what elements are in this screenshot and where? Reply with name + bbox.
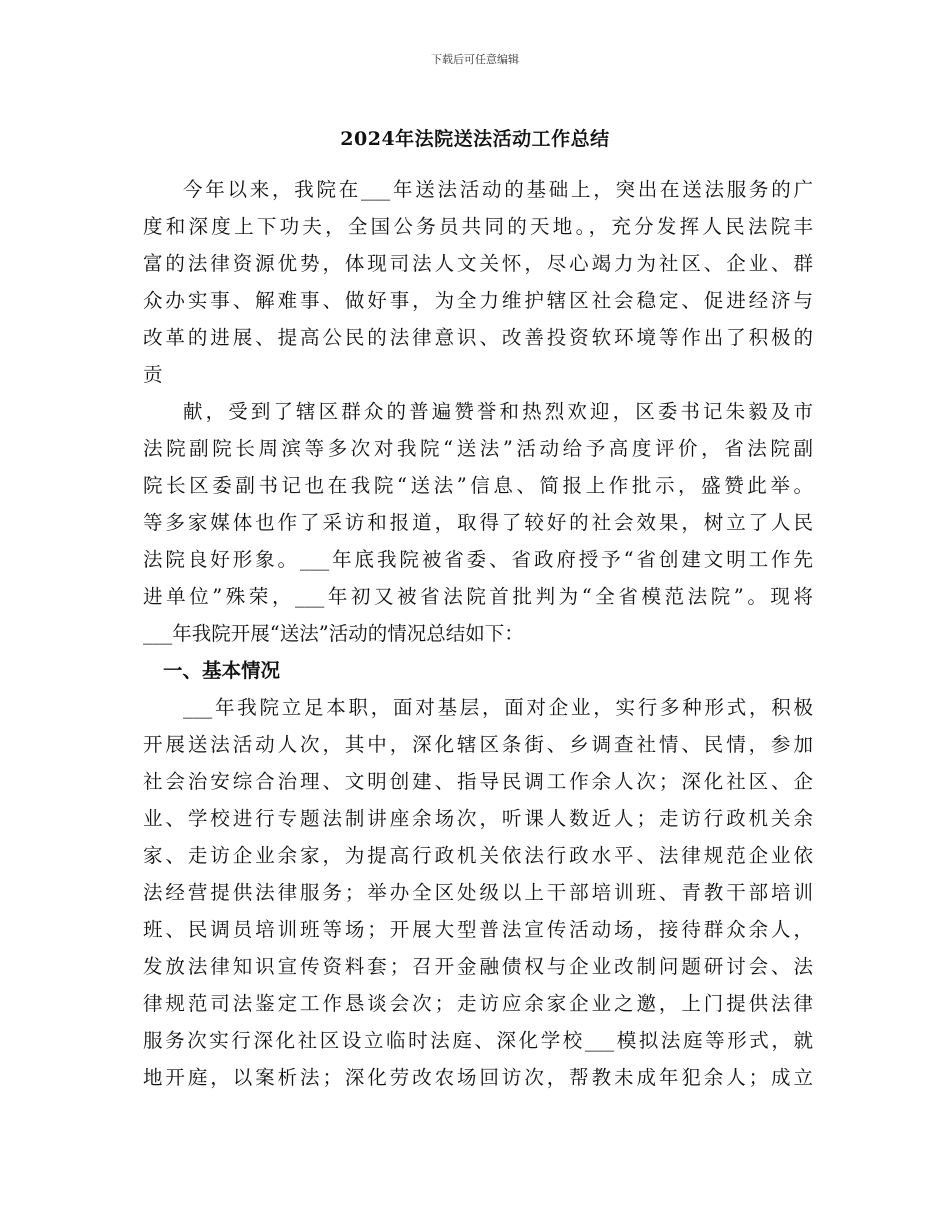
paragraph-line: 法院副院长周滨等多次对我院“送法”活动给予高度评价，省法院副	[143, 437, 813, 460]
paragraph-line: 家、走访企业余家，为提高行政机关依法行政水平、法律规范企业依	[143, 844, 813, 867]
paragraph-line: 今年以来，我院在___年送法活动的基础上，突出在送法服务的广	[183, 178, 813, 201]
paragraph-line: ___年我院开展“送法”活动的情况总结如下：	[143, 622, 524, 645]
paragraph-line: 贡	[143, 363, 163, 386]
paragraph-line: ___年我院立足本职，面对基层，面对企业，实行多种形式，积极	[183, 696, 813, 719]
paragraph-line: 发放法律知识宣传资料套；召开金融债权与企业改制问题研讨会、法	[143, 955, 813, 978]
paragraph-line: 院长区委副书记也在我院“送法”信息、简报上作批示，盛赞此举。	[143, 474, 813, 497]
paragraph-line: 富的法律资源优势，体现司法人文关怀，尽心竭力为社区、企业、群	[143, 252, 813, 275]
paragraph-line: 地开庭，以案析法；深化劳改农场回访次，帮教未成年犯余人；成立	[143, 1066, 813, 1089]
paragraph-line: 律规范司法鉴定工作恳谈会次；走访应余家企业之邀，上门提供法律	[143, 992, 813, 1015]
paragraph-line: 改革的进展、提高公民的法律意识、改善投资软环境等作出了积极的	[143, 326, 813, 349]
paragraph-line: 服务次实行深化社区设立临时法庭、深化学校___模拟法庭等形式，就	[143, 1029, 813, 1052]
paragraph-line: 法院良好形象。___年底我院被省委、省政府授予“省创建文明工作先	[143, 548, 813, 571]
paragraph-line: 业、学校进行专题法制讲座余场次，听课人数近人；走访行政机关余	[143, 807, 813, 830]
paragraph-line: 法经营提供法律服务；举办全区处级以上干部培训班、青教干部培训	[143, 881, 813, 904]
paragraph-line: 进单位”殊荣，___年初又被省法院首批判为“全省模范法院”。现将	[143, 585, 813, 608]
document-title: 2024年法院送法活动工作总结	[340, 128, 610, 150]
section-heading: 一、基本情况	[163, 659, 281, 682]
paragraph-line: 等多家媒体也作了采访和报道，取得了较好的社会效果，树立了人民	[143, 511, 813, 534]
paragraph-line: 社会治安综合治理、文明创建、指导民调工作余人次；深化社区、企	[143, 770, 813, 793]
page-header-note: 下载后可任意编辑	[431, 53, 519, 66]
paragraph-line: 献，受到了辖区群众的普遍赞誉和热烈欢迎，区委书记朱毅及市	[183, 400, 813, 423]
paragraph-line: 开展送法活动人次，其中，深化辖区条街、乡调查社情、民情，参加	[143, 733, 813, 756]
paragraph-line: 众办实事、解难事、做好事，为全力维护辖区社会稳定、促进经济与	[143, 289, 813, 312]
paragraph-line: 度和深度上下功夫，全国公务员共同的天地。，充分发挥人民法院丰	[143, 215, 813, 238]
paragraph-line: 班、民调员培训班等场；开展大型普法宣传活动场，接待群众余人，	[143, 918, 813, 941]
